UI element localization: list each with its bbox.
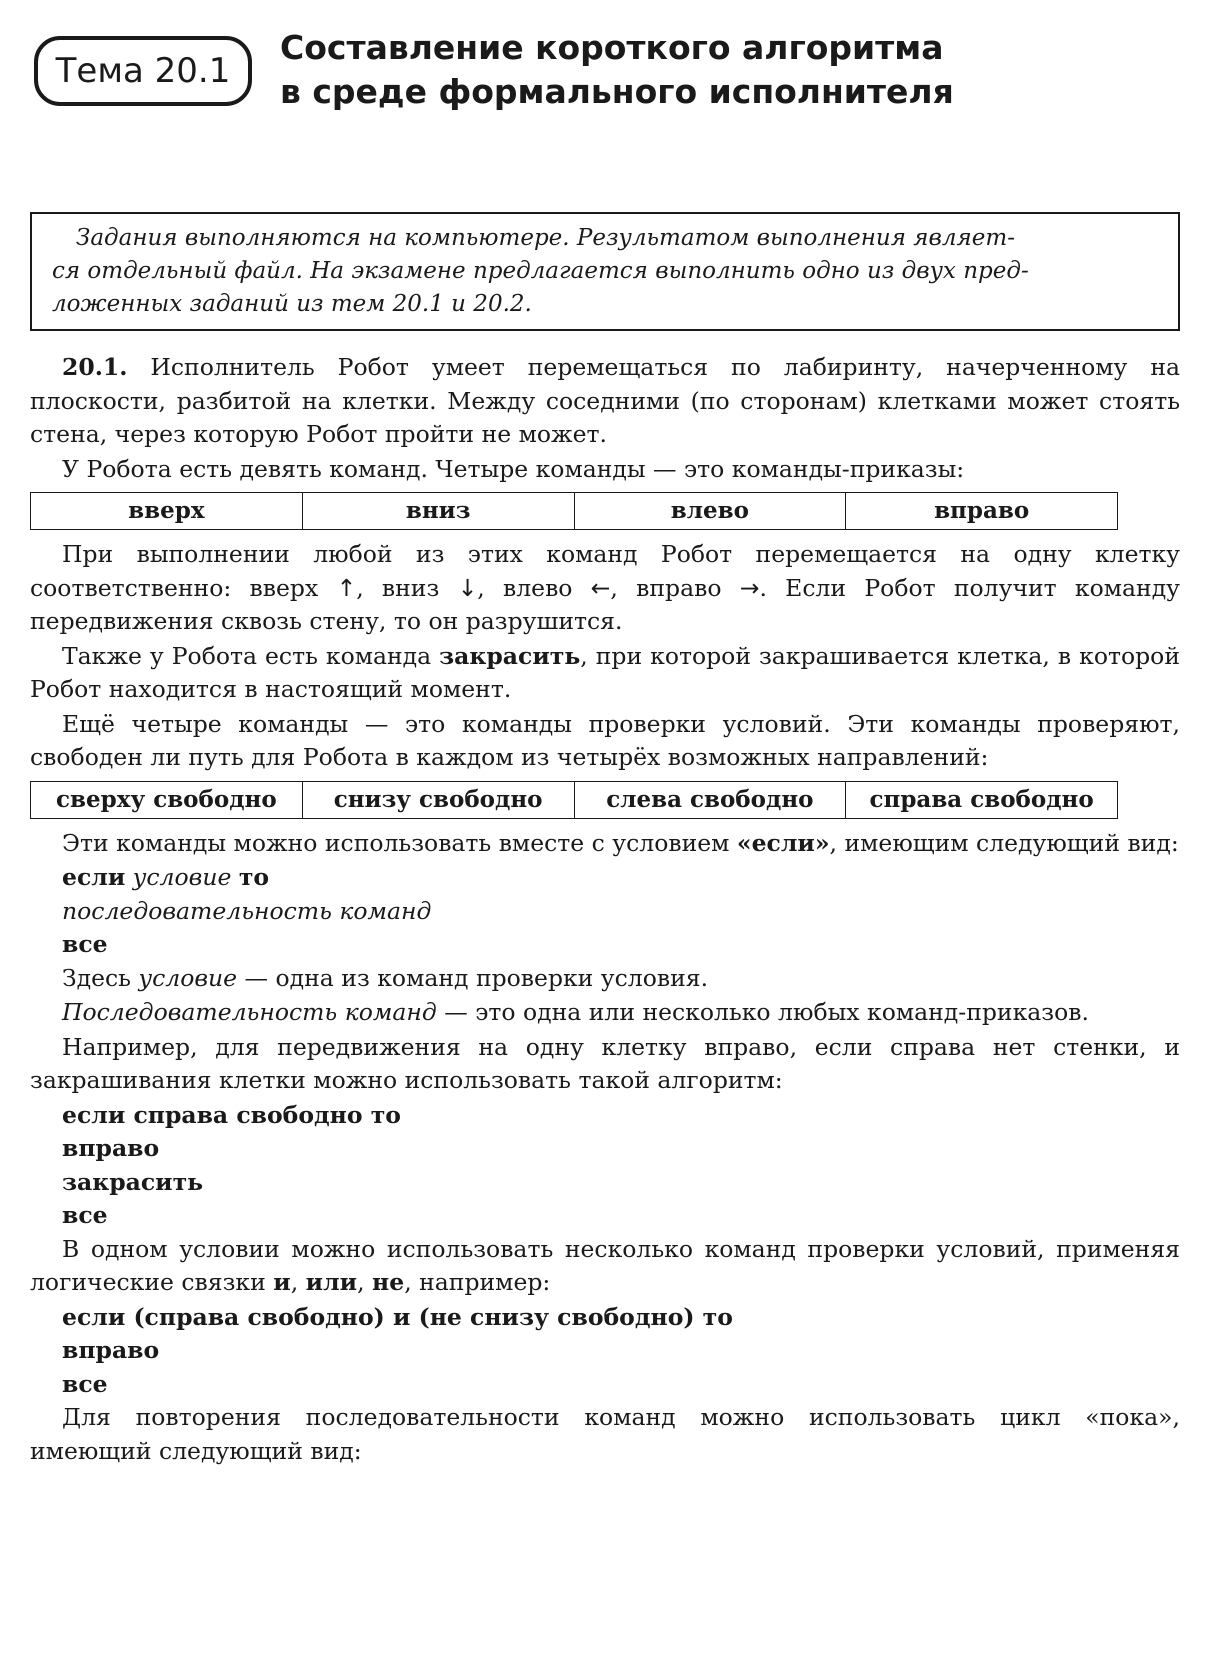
note-line-3: ложенных заданий из тем 20.1 и 20.2.	[52, 291, 532, 317]
nine-commands-text: У Робота есть девять команд. Четыре команды — это команды-приказы:	[62, 454, 965, 483]
note-line-1: Задания выполняются на компьютере. Результатом выполнения являет-	[76, 225, 1015, 251]
kw-then: то	[238, 863, 270, 891]
topic-badge: Тема 20.1	[34, 36, 252, 106]
if-keyword: «если»	[736, 828, 830, 857]
movement-text-b: , вниз	[356, 573, 458, 602]
kw-not: не	[372, 1268, 405, 1296]
note-box	[30, 212, 1180, 331]
ex2-pre: В одном условии можно использовать несколько команд проверки условий, применяя логические связки	[30, 1234, 1180, 1296]
if-syntax-line-3: все	[62, 930, 108, 958]
title-line-1: Составление короткого алгоритма	[280, 28, 944, 67]
movement-text-d: , вправо	[610, 573, 740, 602]
task-intro	[30, 351, 1180, 452]
title-line-2: в среде формального исполнителя	[280, 72, 954, 111]
page	[30, 20, 1180, 1469]
kw-and: и	[273, 1268, 291, 1296]
movement-text-c: , влево	[477, 573, 591, 602]
example1-line-4: все	[62, 1201, 108, 1229]
kw-if: если	[62, 863, 126, 891]
task-intro-text: Исполнитель Робот умеет перемещаться по лабиринту, начерченному на плоскости, разбитой на клетки. Между соседними (по сторонам) клетками может стоять стена, через которую Робот пройти не может.	[30, 353, 1180, 448]
seq-post: — это одна или несколько любых команд-приказов.	[436, 998, 1089, 1026]
check-commands-table	[30, 781, 1118, 819]
content	[30, 351, 1180, 1468]
example1-intro: Например, для передвижения на одну клетку вправо, если справа нет стенки, и закрашивания клетки можно использовать такой алгоритм:	[30, 1032, 1180, 1094]
cmd-left: влево	[574, 493, 846, 530]
movement-text-e: . Если Робот получит команду передвижения сквозь стену, то он разрушится.	[30, 573, 1180, 635]
cond-word: условие	[138, 963, 238, 992]
example1-line-2: вправо	[62, 1134, 160, 1162]
ex2-sep1: ,	[290, 1268, 306, 1296]
paint-pre: Также у Робота есть команда	[62, 641, 440, 670]
header	[30, 20, 1180, 160]
if-intro-post: , имеющим следующий вид:	[829, 828, 1179, 857]
ex2-sep2: ,	[357, 1268, 373, 1296]
paint-post: , при которой закрашивается клетка, в которой Робот находится в настоящий момент.	[30, 641, 1180, 703]
check-right: справа свободно	[846, 781, 1118, 818]
movement-text-a: При выполнении любой из этих команд Робот перемещается на одну клетку соответственно: вверх	[30, 540, 1180, 602]
example2-line-1: если (справа свободно) и (не снизу свободно) то	[62, 1302, 733, 1331]
check-intro: Ещё четыре команды — это команды проверки условий. Эти команды проверяют, свободен ли путь для Робота в каждом из четырёх возможных направлений:	[30, 709, 1180, 771]
arrow-down-icon: ↓	[457, 573, 478, 602]
cmd-down: вниз	[302, 493, 574, 530]
if-syntax-line-2: последовательность команд	[62, 896, 432, 925]
arrow-left-icon: ←	[590, 573, 611, 602]
arrow-up-icon: ↑	[336, 573, 357, 602]
page-title	[280, 26, 1170, 114]
paint-command: закрасить	[439, 641, 581, 670]
kw-or: или	[305, 1268, 358, 1296]
example2-intro	[30, 1233, 1180, 1300]
sequence-explain	[30, 996, 1180, 1030]
note-line-2: ся отдельный файл. На экзамене предлагается выполнить одно из двух пред-	[52, 258, 1029, 284]
condition-explain	[30, 962, 1180, 996]
loop-intro: Для повторения последовательности команд можно использовать цикл «пока», имеющий следующий вид:	[30, 1403, 1180, 1465]
seq-word: Последовательность команд	[62, 998, 437, 1026]
check-left: слева свободно	[574, 781, 846, 818]
arrow-right-icon: →	[739, 573, 760, 602]
example2-line-3: все	[62, 1369, 108, 1398]
example1-line-3: закрасить	[62, 1167, 204, 1196]
cmd-up: вверх	[31, 493, 303, 530]
move-commands-table	[30, 492, 1118, 530]
if-intro-pre: Эти команды можно использовать вместе с условием	[62, 828, 737, 857]
check-down: снизу свободно	[302, 781, 574, 818]
example2-line-2: вправо	[62, 1336, 160, 1364]
paint-paragraph	[30, 640, 1180, 707]
ex2-post: , например:	[404, 1268, 551, 1296]
if-syntax-line-1	[30, 861, 1180, 895]
cond-post: — одна из команд проверки условия.	[237, 963, 709, 992]
if-intro	[30, 827, 1180, 861]
cond-pre: Здесь	[62, 963, 139, 992]
movement-paragraph	[30, 538, 1180, 639]
task-number: 20.1.	[62, 353, 128, 381]
syntax-condition: условие	[125, 863, 239, 891]
cmd-right: вправо	[846, 493, 1118, 530]
check-up: сверху свободно	[31, 781, 303, 818]
example1-line-1: если справа свободно то	[62, 1100, 401, 1129]
